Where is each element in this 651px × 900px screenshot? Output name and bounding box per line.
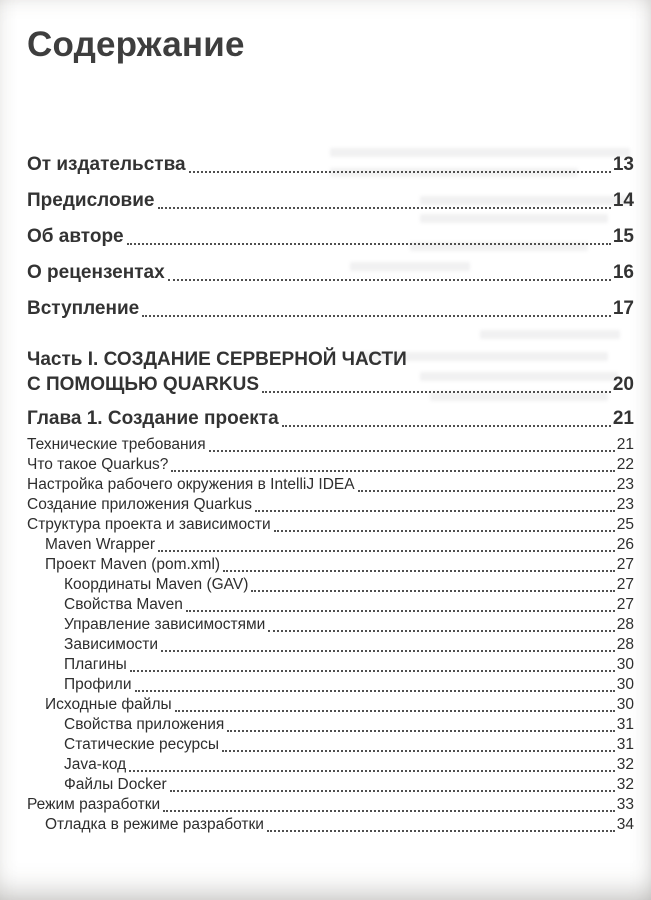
toc-entry-page: 21 bbox=[616, 435, 634, 453]
toc-entry bbox=[27, 695, 634, 715]
dot-leader bbox=[222, 750, 615, 752]
table-of-contents bbox=[27, 153, 634, 835]
toc-entry-label: О рецензентах bbox=[27, 261, 165, 283]
dot-leader bbox=[251, 590, 614, 592]
dot-leader bbox=[262, 391, 611, 393]
toc-entry-label: Вступление bbox=[27, 297, 140, 319]
dot-leader bbox=[267, 830, 615, 832]
toc-entry-label: От издательства bbox=[27, 153, 186, 175]
toc-entry-page: 30 bbox=[616, 695, 634, 713]
toc-entry bbox=[27, 615, 634, 635]
toc-entry bbox=[27, 795, 634, 815]
toc-entry-label: Управление зависимостями bbox=[64, 615, 266, 633]
toc-entry-page: 28 bbox=[616, 635, 634, 653]
toc-entry-label: Профили bbox=[64, 675, 132, 693]
dot-leader bbox=[127, 243, 611, 245]
toc-entry-page: 34 bbox=[616, 815, 634, 833]
toc-entry-label: Об авторе bbox=[27, 225, 124, 247]
toc-entry bbox=[27, 153, 634, 177]
dot-leader bbox=[168, 279, 611, 281]
toc-entry-page: 15 bbox=[612, 225, 634, 247]
toc-entry bbox=[27, 575, 634, 595]
toc-entry bbox=[27, 495, 634, 515]
toc-entry-label: Технические требования bbox=[27, 435, 206, 453]
toc-entry bbox=[27, 755, 634, 775]
toc-entry-page: 23 bbox=[616, 475, 634, 493]
dot-leader bbox=[163, 810, 615, 812]
toc-entry-page: 27 bbox=[616, 575, 634, 593]
dot-leader bbox=[129, 770, 615, 772]
toc-entry-page: 33 bbox=[616, 795, 634, 813]
toc-entry-page: 27 bbox=[616, 595, 634, 613]
toc-entry-label: Плагины bbox=[64, 655, 127, 673]
toc-entry-label: Настройка рабочего окружения в IntelliJ IDEA bbox=[27, 475, 355, 493]
toc-entry-page: 27 bbox=[616, 555, 634, 573]
dot-leader bbox=[223, 570, 615, 572]
toc-entry bbox=[27, 775, 634, 795]
page-title: Содержание bbox=[27, 25, 245, 64]
toc-entry-label: Свойства приложения bbox=[64, 715, 225, 733]
toc-entry-page: 25 bbox=[616, 515, 634, 533]
toc-entry-label: Зависимости bbox=[64, 635, 159, 653]
toc-entry bbox=[27, 435, 634, 455]
toc-entry-page: 23 bbox=[616, 495, 634, 513]
toc-entry bbox=[27, 715, 634, 735]
toc-entry-label: Исходные файлы bbox=[45, 695, 172, 713]
dot-leader bbox=[209, 450, 615, 452]
toc-entry bbox=[27, 475, 634, 495]
toc-entry-label: Maven Wrapper bbox=[45, 535, 155, 553]
dot-leader bbox=[135, 690, 615, 692]
dot-leader bbox=[268, 630, 614, 632]
toc-entry-label: Часть I. СОЗДАНИЕ СЕРВЕРНОЙ ЧАСТИ bbox=[27, 348, 407, 370]
toc-entry bbox=[27, 655, 634, 675]
toc-entry bbox=[27, 635, 634, 655]
dot-leader bbox=[189, 171, 611, 173]
toc-entry bbox=[27, 372, 634, 397]
dot-leader bbox=[130, 670, 615, 672]
toc-entry-page: 28 bbox=[616, 615, 634, 633]
toc-entry-page: 21 bbox=[612, 407, 634, 429]
dot-leader bbox=[158, 550, 615, 552]
toc-entry bbox=[27, 225, 634, 249]
dot-leader bbox=[158, 207, 611, 209]
dot-leader bbox=[186, 610, 615, 612]
dot-leader bbox=[282, 425, 611, 427]
toc-entry-page: 31 bbox=[616, 715, 634, 733]
dot-leader bbox=[255, 510, 615, 512]
toc-entry-page: 13 bbox=[612, 153, 634, 175]
toc-entry bbox=[27, 347, 634, 372]
dot-leader bbox=[227, 730, 614, 732]
toc-entry-label: Свойства Maven bbox=[64, 595, 183, 613]
toc-entry-label: Структура проекта и зависимости bbox=[27, 515, 271, 533]
toc-entry-page: 20 bbox=[612, 373, 634, 395]
toc-entry-label: Что такое Quarkus? bbox=[27, 455, 169, 473]
toc-entry-label: Java-код bbox=[64, 755, 127, 773]
toc-entry-label: Глава 1. Создание проекта bbox=[27, 407, 279, 429]
dot-leader bbox=[161, 650, 615, 652]
toc-entry-label: Режим разработки bbox=[27, 795, 161, 813]
toc-entry-label: Статические ресурсы bbox=[64, 735, 220, 753]
toc-entry-label: Координаты Maven (GAV) bbox=[64, 575, 249, 593]
toc-entry-page: 31 bbox=[616, 735, 634, 753]
toc-entry bbox=[27, 735, 634, 755]
toc-entry bbox=[27, 261, 634, 285]
dot-leader bbox=[170, 790, 615, 792]
dot-leader bbox=[171, 470, 614, 472]
toc-entry-page: 32 bbox=[616, 775, 634, 793]
toc-entry bbox=[27, 297, 634, 321]
toc-entry-page: 14 bbox=[612, 189, 634, 211]
toc-entry-page: 17 bbox=[612, 297, 634, 319]
dot-leader bbox=[274, 530, 615, 532]
toc-entry-label: Файлы Docker bbox=[64, 775, 167, 793]
toc-entry-label: С ПОМОЩЬЮ QUARKUS bbox=[27, 373, 259, 395]
toc-entry-label: Предисловие bbox=[27, 189, 155, 211]
dot-leader bbox=[142, 315, 611, 317]
toc-entry bbox=[27, 455, 634, 475]
toc-entry-label: Отладка в режиме разработки bbox=[45, 815, 264, 833]
dot-leader bbox=[175, 710, 615, 712]
toc-entry bbox=[27, 555, 634, 575]
toc-entry bbox=[27, 406, 634, 431]
toc-entry-label: Проект Maven (pom.xml) bbox=[45, 555, 221, 573]
toc-entry-page: 30 bbox=[616, 675, 634, 693]
toc-entry-page: 30 bbox=[616, 655, 634, 673]
toc-entry-page: 26 bbox=[616, 535, 634, 553]
toc-entry-page: 22 bbox=[616, 455, 634, 473]
toc-entry-page: 32 bbox=[616, 755, 634, 773]
toc-entry bbox=[27, 815, 634, 835]
toc-entry bbox=[27, 515, 634, 535]
dot-leader bbox=[358, 490, 615, 492]
toc-entry bbox=[27, 189, 634, 213]
toc-entry-label: Создание приложения Quarkus bbox=[27, 495, 253, 513]
toc-entry bbox=[27, 595, 634, 615]
toc-entry bbox=[27, 535, 634, 555]
toc-entry-page: 16 bbox=[612, 261, 634, 283]
toc-entry bbox=[27, 675, 634, 695]
